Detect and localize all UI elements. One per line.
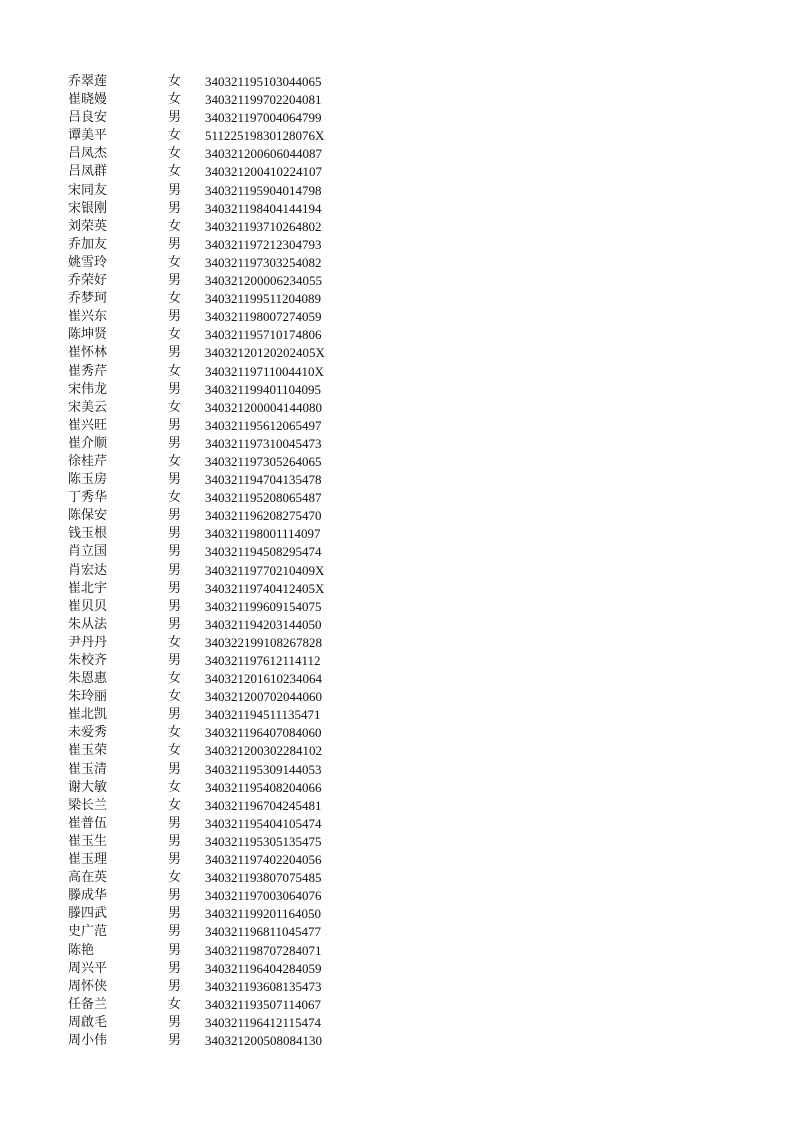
name-cell: 宋美云 xyxy=(68,399,108,415)
name-cell: 肖立国 xyxy=(68,544,108,560)
gender-cell: 男 xyxy=(168,345,182,361)
gender-cell: 男 xyxy=(168,435,182,451)
name-cell: 周兴平 xyxy=(68,960,108,976)
id-number-cell: 51122519830128076X xyxy=(205,128,325,144)
gender-cell: 男 xyxy=(168,906,182,922)
name-cell: 宋银刚 xyxy=(68,200,108,216)
id-number-cell: 340321195408204066 xyxy=(205,779,322,795)
gender-cell: 女 xyxy=(168,996,182,1012)
gender-cell: 男 xyxy=(168,562,182,578)
id-number-cell: 340321199401104095 xyxy=(205,381,322,397)
name-cell: 崔玉理 xyxy=(68,852,108,868)
name-cell: 崔普伍 xyxy=(68,815,108,831)
gender-cell: 女 xyxy=(168,399,182,415)
id-number-cell: 340321197305264065 xyxy=(205,453,322,469)
id-number-cell: 340321195208065487 xyxy=(205,490,322,506)
id-number-cell: 340321200702044060 xyxy=(205,689,322,705)
gender-cell: 男 xyxy=(168,598,182,614)
name-cell: 吕良安 xyxy=(68,110,108,126)
gender-cell: 男 xyxy=(168,1032,182,1048)
id-number-cell: 340321196704245481 xyxy=(205,797,322,813)
name-cell: 肖宏达 xyxy=(68,562,108,578)
id-number-cell: 340321193608135473 xyxy=(205,978,322,994)
id-number-cell: 340321195612065497 xyxy=(205,417,322,433)
id-number-cell: 34032119740412405X xyxy=(205,580,325,596)
gender-cell: 男 xyxy=(168,942,182,958)
gender-cell: 女 xyxy=(168,870,182,886)
id-number-cell: 340321195103044065 xyxy=(205,74,322,89)
name-cell: 姚雪玲 xyxy=(68,254,108,270)
gender-cell: 女 xyxy=(168,218,182,234)
id-number-cell: 340321199201164050 xyxy=(205,906,322,922)
gender-cell: 女 xyxy=(168,671,182,687)
gender-cell: 男 xyxy=(168,110,182,126)
name-cell: 朱校齐 xyxy=(68,653,108,668)
gender-cell: 女 xyxy=(168,327,182,343)
id-number-cell: 340321199511204089 xyxy=(205,291,322,307)
id-number-cell: 340321198707284071 xyxy=(205,942,322,958)
id-number-cell: 340321196208275470 xyxy=(205,508,322,524)
id-number-cell: 340322199108267828 xyxy=(205,634,322,650)
gender-cell: 女 xyxy=(168,490,182,506)
name-cell: 陈玉房 xyxy=(68,472,108,488)
gender-cell: 女 xyxy=(168,797,182,813)
id-number-cell: 340321197004064799 xyxy=(205,110,322,126)
id-number-cell: 340321200606044087 xyxy=(205,146,322,162)
id-number-cell: 340321197612114112 xyxy=(205,653,321,668)
gender-cell: 男 xyxy=(168,924,182,940)
gender-cell: 男 xyxy=(168,852,182,868)
id-number-cell: 340321200006234055 xyxy=(205,273,322,289)
id-number-cell: 34032120120202405X xyxy=(205,345,325,361)
name-cell: 谢大敏 xyxy=(68,779,108,795)
gender-cell: 男 xyxy=(168,182,182,198)
gender-cell: 男 xyxy=(168,707,182,723)
gender-cell: 女 xyxy=(168,453,182,469)
name-cell: 高在英 xyxy=(68,870,108,886)
id-number-cell: 340321200508084130 xyxy=(205,1032,322,1048)
name-cell: 崔怀林 xyxy=(68,345,108,361)
id-number-cell: 340321196407084060 xyxy=(205,725,322,741)
name-cell: 乔荣好 xyxy=(68,273,108,289)
gender-cell: 女 xyxy=(168,743,182,759)
name-cell: 崔北凯 xyxy=(68,707,108,723)
name-cell: 陈保安 xyxy=(68,508,108,524)
gender-cell: 男 xyxy=(168,960,182,976)
gender-cell: 女 xyxy=(168,725,182,741)
name-cell: 钱玉根 xyxy=(68,526,108,542)
id-number-cell: 340321201610234064 xyxy=(205,671,322,687)
name-cell: 崔秀芹 xyxy=(68,363,108,379)
name-cell: 周怀侠 xyxy=(68,978,108,994)
name-cell: 谭美平 xyxy=(68,128,108,144)
name-cell: 丁秀华 xyxy=(68,490,108,506)
gender-cell: 女 xyxy=(168,128,182,144)
name-cell: 宋伟龙 xyxy=(68,381,108,397)
name-cell: 崔贝贝 xyxy=(68,598,108,614)
gender-cell: 男 xyxy=(168,888,182,904)
id-number-cell: 340321199609154075 xyxy=(205,598,322,614)
id-number-cell: 340321194704135478 xyxy=(205,472,322,488)
id-number-cell: 340321198404144194 xyxy=(205,200,322,216)
gender-cell: 女 xyxy=(168,254,182,270)
gender-cell: 女 xyxy=(168,164,182,180)
gender-cell: 男 xyxy=(168,236,182,252)
name-cell: 乔加友 xyxy=(68,236,108,252)
id-number-cell: 340321199702204081 xyxy=(205,92,322,108)
gender-cell: 男 xyxy=(168,815,182,831)
gender-cell: 女 xyxy=(168,92,182,108)
name-cell: 乔翠莲 xyxy=(68,74,108,89)
id-number-cell: 340321197003064076 xyxy=(205,888,322,904)
gender-cell: 男 xyxy=(168,309,182,325)
id-number-cell: 340321195309144053 xyxy=(205,761,322,777)
id-number-cell: 340321196404284059 xyxy=(205,960,322,976)
id-number-cell: 340321197212304793 xyxy=(205,236,322,252)
gender-cell: 男 xyxy=(168,472,182,488)
name-cell: 滕四武 xyxy=(68,906,108,922)
name-cell: 梁长兰 xyxy=(68,797,108,813)
id-number-cell: 340321193507114067 xyxy=(205,996,322,1012)
id-number-cell: 34032119711004410X xyxy=(205,363,324,379)
id-number-cell: 340321197402204056 xyxy=(205,852,322,868)
id-number-cell: 340321196811045477 xyxy=(205,924,322,940)
gender-cell: 女 xyxy=(168,291,182,307)
id-number-cell: 340321194203144050 xyxy=(205,616,322,632)
name-cell: 史广范 xyxy=(68,924,108,940)
name-cell: 朱从法 xyxy=(68,616,108,632)
gender-cell: 女 xyxy=(168,146,182,162)
name-cell: 朱玲丽 xyxy=(68,689,108,705)
id-number-cell: 340321196412115474 xyxy=(205,1014,322,1030)
name-cell: 崔玉清 xyxy=(68,761,108,777)
name-cell: 崔兴东 xyxy=(68,309,108,325)
id-number-cell: 340321200004144080 xyxy=(205,399,322,415)
name-cell: 吕凤杰 xyxy=(68,146,108,162)
gender-cell: 男 xyxy=(168,978,182,994)
name-cell: 周小伟 xyxy=(68,1032,108,1048)
id-number-cell: 340321200410224107 xyxy=(205,164,322,180)
id-number-cell: 340321197303254082 xyxy=(205,254,322,270)
name-cell: 崔北宇 xyxy=(68,580,108,596)
name-cell: 任备兰 xyxy=(68,996,108,1012)
gender-cell: 男 xyxy=(168,761,182,777)
id-number-cell: 340321197310045473 xyxy=(205,435,322,451)
gender-cell: 男 xyxy=(168,508,182,524)
gender-cell: 男 xyxy=(168,580,182,596)
name-cell: 崔玉荣 xyxy=(68,743,108,759)
id-number-cell: 34032119770210409X xyxy=(205,562,325,578)
name-cell: 宋同友 xyxy=(68,182,108,198)
id-number-cell: 340321200302284102 xyxy=(205,743,322,759)
name-cell: 陈艳 xyxy=(68,942,95,958)
gender-cell: 男 xyxy=(168,616,182,632)
name-cell: 崔玉生 xyxy=(68,833,108,849)
name-cell: 徐桂芹 xyxy=(68,453,108,469)
gender-cell: 男 xyxy=(168,544,182,560)
id-number-cell: 340321194508295474 xyxy=(205,544,322,560)
gender-cell: 男 xyxy=(168,833,182,849)
name-cell: 崔介顺 xyxy=(68,435,108,451)
name-cell: 吕凤群 xyxy=(68,164,108,180)
id-number-cell: 340321198007274059 xyxy=(205,309,322,325)
gender-cell: 女 xyxy=(168,779,182,795)
gender-cell: 男 xyxy=(168,273,182,289)
name-cell: 滕成华 xyxy=(68,888,108,904)
gender-cell: 男 xyxy=(168,200,182,216)
gender-cell: 男 xyxy=(168,417,182,433)
id-number-cell: 340321195904014798 xyxy=(205,182,322,198)
id-number-cell: 340321195404105474 xyxy=(205,815,322,831)
name-cell: 崔兴旺 xyxy=(68,417,108,433)
gender-cell: 女 xyxy=(168,634,182,650)
id-number-cell: 340321193710264802 xyxy=(205,218,322,234)
id-number-cell: 340321194511135471 xyxy=(205,707,321,723)
gender-cell: 女 xyxy=(168,74,182,89)
gender-cell: 女 xyxy=(168,689,182,705)
name-cell: 未爱秀 xyxy=(68,725,108,741)
gender-cell: 男 xyxy=(168,526,182,542)
id-number-cell: 340321195305135475 xyxy=(205,833,322,849)
name-cell: 刘荣英 xyxy=(68,218,108,234)
id-number-cell: 340321193807075485 xyxy=(205,870,322,886)
name-cell: 朱恩惠 xyxy=(68,671,108,687)
name-cell: 崔晓嫚 xyxy=(68,92,108,108)
name-cell: 尹丹丹 xyxy=(68,634,108,650)
name-cell: 陈坤贤 xyxy=(68,327,108,343)
id-number-cell: 340321195710174806 xyxy=(205,327,322,343)
gender-cell: 男 xyxy=(168,1014,182,1030)
gender-cell: 男 xyxy=(168,381,182,397)
id-number-cell: 340321198001114097 xyxy=(205,526,321,542)
gender-cell: 女 xyxy=(168,363,182,379)
gender-cell: 男 xyxy=(168,653,182,668)
name-cell: 乔梦珂 xyxy=(68,291,108,307)
name-cell: 周啟毛 xyxy=(68,1014,108,1030)
